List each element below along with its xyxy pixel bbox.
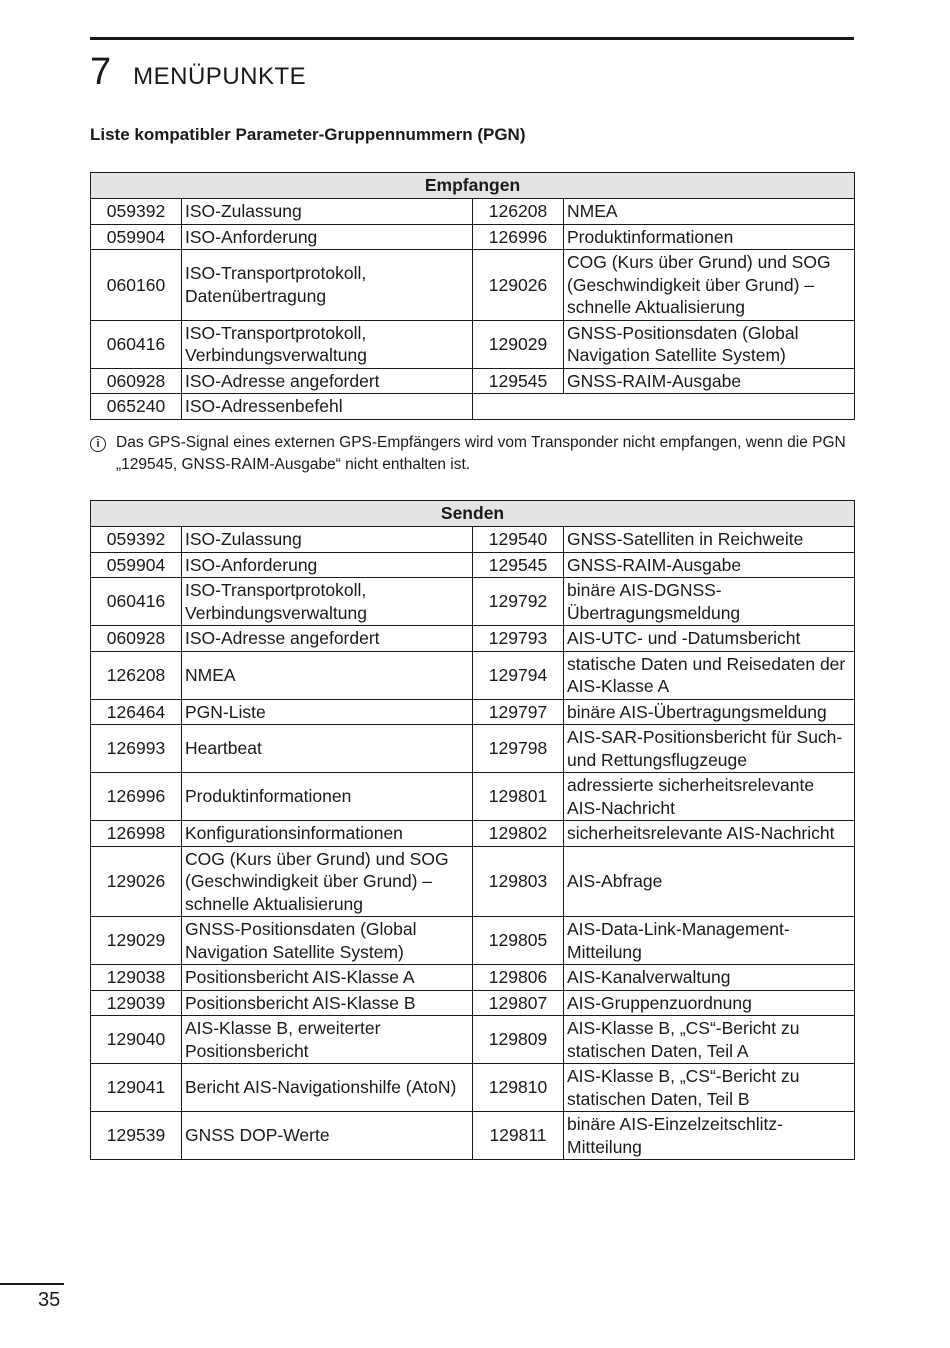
- pgn-description: ISO-Adresse angefordert: [182, 368, 473, 394]
- table-row: [91, 725, 855, 773]
- pgn-code: 059392: [91, 527, 182, 553]
- pgn-description: binäre AIS-DGNSS-Übertragungsmeldung: [564, 578, 855, 626]
- pgn-description: Positionsbericht AIS-Klasse A: [182, 965, 473, 991]
- pgn-code: 129040: [91, 1016, 182, 1064]
- pgn-code: 126208: [91, 651, 182, 699]
- pgn-description: adressierte sicherheitsrelevante AIS-Nachricht: [564, 773, 855, 821]
- table-row: [91, 651, 855, 699]
- pgn-description: PGN-Liste: [182, 699, 473, 725]
- pgn-code: 129039: [91, 990, 182, 1016]
- send-table: [90, 500, 855, 1160]
- pgn-description: AIS-Klasse B, „CS“-Bericht zu statischen Daten, Teil B: [564, 1064, 855, 1112]
- pgn-code: 129038: [91, 965, 182, 991]
- note-text: Das GPS-Signal eines externen GPS-Empfängers wird vom Transponder nicht empfangen, wenn die PGN „129545, GNSS-RAIM-Ausgabe“ nicht enthalten ist.: [116, 434, 846, 473]
- pgn-description: ISO-Anforderung: [182, 552, 473, 578]
- pgn-description: NMEA: [182, 651, 473, 699]
- table-row: [91, 578, 855, 626]
- empty-cell: [473, 394, 855, 420]
- pgn-description: GNSS-Positionsdaten (Global Navigation Satellite System): [182, 917, 473, 965]
- pgn-code: 129797: [473, 699, 564, 725]
- pgn-description: AIS-Gruppenzuordnung: [564, 990, 855, 1016]
- pgn-description: Produktinformationen: [564, 224, 855, 250]
- pgn-code: 126464: [91, 699, 182, 725]
- table-row: [91, 368, 855, 394]
- pgn-code: 129810: [473, 1064, 564, 1112]
- pgn-description: Heartbeat: [182, 725, 473, 773]
- pgn-description: ISO-Zulassung: [182, 527, 473, 553]
- pgn-description: ISO-Adressenbefehl: [182, 394, 473, 420]
- pgn-code: 129806: [473, 965, 564, 991]
- pgn-code: 129545: [473, 552, 564, 578]
- pgn-description: AIS-Klasse B, „CS“-Bericht zu statischen Daten, Teil A: [564, 1016, 855, 1064]
- pgn-code: 129809: [473, 1016, 564, 1064]
- receive-table: [90, 172, 855, 420]
- pgn-code: 129794: [473, 651, 564, 699]
- pgn-description: GNSS-RAIM-Ausgabe: [564, 552, 855, 578]
- pgn-description: binäre AIS-Übertragungsmeldung: [564, 699, 855, 725]
- pgn-description: AIS-Kanalverwaltung: [564, 965, 855, 991]
- pgn-description: AIS-SAR-Positionsbericht für Such- und Rettungsflugzeuge: [564, 725, 855, 773]
- pgn-code: 060160: [91, 250, 182, 321]
- pgn-code: 129029: [91, 917, 182, 965]
- pgn-code: 059904: [91, 224, 182, 250]
- pgn-code: 129545: [473, 368, 564, 394]
- pgn-code: 129803: [473, 846, 564, 917]
- pgn-description: Positionsbericht AIS-Klasse B: [182, 990, 473, 1016]
- pgn-code: 060416: [91, 320, 182, 368]
- pgn-description: AIS-Data-Link-Management-Mitteilung: [564, 917, 855, 965]
- pgn-code: 126993: [91, 725, 182, 773]
- table-row: [91, 917, 855, 965]
- table-row: [91, 1016, 855, 1064]
- pgn-description: AIS-Klasse B, erweiterter Positionsbericht: [182, 1016, 473, 1064]
- pgn-code: 129801: [473, 773, 564, 821]
- pgn-code: 059392: [91, 199, 182, 225]
- send-table-heading: Senden: [91, 501, 855, 527]
- table-row: [91, 699, 855, 725]
- pgn-code: 129029: [473, 320, 564, 368]
- pgn-code: 060416: [91, 578, 182, 626]
- table-row: [91, 821, 855, 847]
- table-row: [91, 1112, 855, 1160]
- pgn-code: 126208: [473, 199, 564, 225]
- pgn-code: 129805: [473, 917, 564, 965]
- pgn-code: 129539: [91, 1112, 182, 1160]
- table-row: [91, 1064, 855, 1112]
- pgn-code: 129807: [473, 990, 564, 1016]
- page-number: 35: [38, 1289, 61, 1311]
- table-row: [91, 224, 855, 250]
- pgn-code: 129811: [473, 1112, 564, 1160]
- pgn-code: 129802: [473, 821, 564, 847]
- pgn-code: 126998: [91, 821, 182, 847]
- top-rule: [90, 37, 854, 40]
- pgn-description: COG (Kurs über Grund) und SOG (Geschwindigkeit über Grund) – schnelle Aktualisierung: [564, 250, 855, 321]
- chapter-title: MENÜPUNKTE: [133, 63, 307, 90]
- table-row: [91, 773, 855, 821]
- pgn-description: ISO-Adresse angefordert: [182, 626, 473, 652]
- pgn-description: NMEA: [564, 199, 855, 225]
- pgn-description: statische Daten und Reisedaten der AIS-Klasse A: [564, 651, 855, 699]
- pgn-description: ISO-Anforderung: [182, 224, 473, 250]
- pgn-code: 129793: [473, 626, 564, 652]
- table-row: [91, 320, 855, 368]
- pgn-description: ISO-Transportprotokoll, Verbindungsverwaltung: [182, 320, 473, 368]
- pgn-description: ISO-Transportprotokoll, Verbindungsverwaltung: [182, 578, 473, 626]
- pgn-description: AIS-UTC- und -Datumsbericht: [564, 626, 855, 652]
- pgn-description: GNSS DOP-Werte: [182, 1112, 473, 1160]
- pgn-description: binäre AIS-Einzelzeitschlitz-Mitteilung: [564, 1112, 855, 1160]
- pgn-code: 129026: [91, 846, 182, 917]
- info-circle-icon: i: [90, 436, 106, 452]
- table-row: [91, 199, 855, 225]
- pgn-code: 065240: [91, 394, 182, 420]
- table-row: [91, 846, 855, 917]
- table-row: [91, 552, 855, 578]
- pgn-description: COG (Kurs über Grund) und SOG (Geschwindigkeit über Grund) – schnelle Aktualisierung: [182, 846, 473, 917]
- table-row: [91, 394, 855, 420]
- pgn-description: sicherheitsrelevante AIS-Nachricht: [564, 821, 855, 847]
- footer-rule: [0, 1283, 64, 1285]
- pgn-code: 129798: [473, 725, 564, 773]
- receive-table-heading: Empfangen: [91, 173, 855, 199]
- table-row: [91, 527, 855, 553]
- pgn-description: Produktinformationen: [182, 773, 473, 821]
- pgn-code: 129540: [473, 527, 564, 553]
- table-row: [91, 626, 855, 652]
- pgn-code: 060928: [91, 368, 182, 394]
- table-row: [91, 965, 855, 991]
- note: [90, 432, 860, 476]
- pgn-description: GNSS-Positionsdaten (Global Navigation Satellite System): [564, 320, 855, 368]
- pgn-description: GNSS-Satelliten in Reichweite: [564, 527, 855, 553]
- pgn-code: 129792: [473, 578, 564, 626]
- pgn-code: 129041: [91, 1064, 182, 1112]
- chapter-number: 7: [90, 51, 112, 93]
- pgn-description: ISO-Transportprotokoll, Datenübertragung: [182, 250, 473, 321]
- section-title: Liste kompatibler Parameter-Gruppennummern (PGN): [90, 125, 526, 144]
- pgn-description: ISO-Zulassung: [182, 199, 473, 225]
- pgn-code: 126996: [91, 773, 182, 821]
- chapter-heading: [90, 50, 306, 94]
- pgn-description: Bericht AIS-Navigationshilfe (AtoN): [182, 1064, 473, 1112]
- pgn-code: 126996: [473, 224, 564, 250]
- table-row: [91, 990, 855, 1016]
- pgn-code: 129026: [473, 250, 564, 321]
- pgn-description: AIS-Abfrage: [564, 846, 855, 917]
- table-row: [91, 250, 855, 321]
- pgn-description: Konfigurationsinformationen: [182, 821, 473, 847]
- pgn-code: 059904: [91, 552, 182, 578]
- pgn-description: GNSS-RAIM-Ausgabe: [564, 368, 855, 394]
- pgn-code: 060928: [91, 626, 182, 652]
